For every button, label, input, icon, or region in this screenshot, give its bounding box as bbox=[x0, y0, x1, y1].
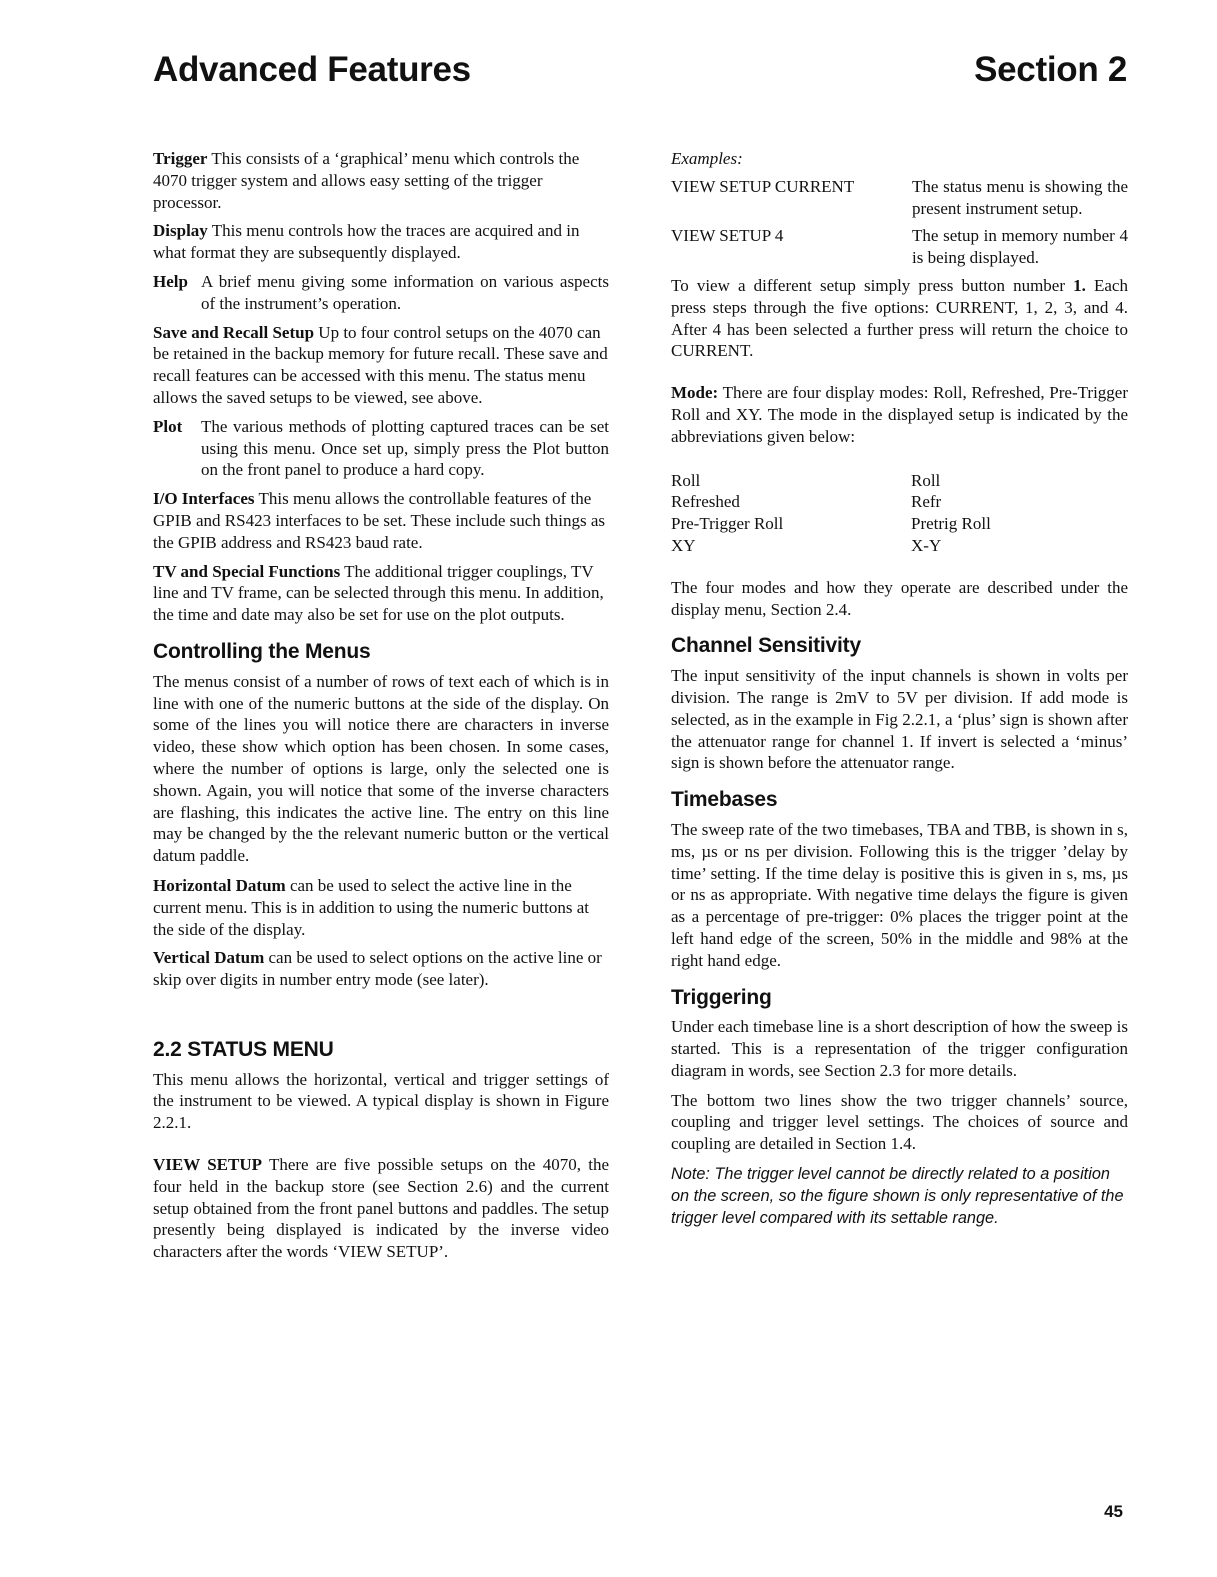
status-menu-heading: 2.2 STATUS MENU bbox=[153, 1037, 334, 1061]
menu-item-term: TV and Special Functions bbox=[153, 561, 341, 581]
examples-label: Examples: bbox=[671, 149, 743, 168]
vertical-datum-item bbox=[153, 947, 609, 991]
page-title: Advanced Features bbox=[153, 50, 471, 89]
datum-text: can be used to select options on the active line or skip over digits in number entry mode (see later). bbox=[153, 948, 602, 990]
view-instructions bbox=[671, 275, 1128, 362]
mode-name: Refreshed bbox=[671, 492, 740, 512]
triggering-text-2: The bottom two lines show the two trigger channels’ source, coupling and trigger level settings. The choices of source and coupling are detailed in Section 1.4. bbox=[671, 1090, 1128, 1154]
menu-item-display bbox=[153, 220, 609, 264]
menu-item-io bbox=[153, 488, 609, 553]
triggering-heading: Triggering bbox=[671, 985, 772, 1009]
menu-item-text: The various methods of plotting captured traces can be set using this menu. Once set up, simply press the Plot button on the front panel to produce a hard copy. bbox=[201, 416, 609, 480]
menu-item-term: I/O Interfaces bbox=[153, 489, 255, 509]
timebases-text: The sweep rate of the two timebases, TBA and TBB, is shown in s, ms, µs or ns per division. Following this is the trigger ’delay by time’ setting. If the time delay is positive this is given in s, ms, µs or ns as appropriate. With negative time delays the figure is given as a percentage of pre-trigger: 0% places the trigger point at the left hand edge of the screen, 50% in the middle and 98% at the right hand edge. bbox=[671, 819, 1128, 970]
menu-item-text: This consists of a ‘graphical’ menu which controls the 4070 trigger system and allows easy setting of the trigger processor. bbox=[153, 149, 580, 212]
view-setup-paragraph bbox=[153, 1154, 609, 1263]
example-row bbox=[671, 225, 1128, 269]
mode-name: Pre-Trigger Roll bbox=[671, 514, 784, 534]
datum-term: Vertical Datum bbox=[153, 948, 265, 968]
datum-text: can be used to select the active line in the current menu. This is in addition to using the numeric buttons at the side of the display. bbox=[153, 875, 589, 939]
channel-sensitivity-text: The input sensitivity of the input channels is shown in volts per division. The range is 2mV to 5V per division. If add mode is selected, as in the example in Fig 2.2.1, a ‘plus’ sign is shown after the attenuator range for channel 1. If invert is selected a ‘minus’ sign is shown before the attenuator range. bbox=[671, 666, 1128, 773]
controlling-heading: Controlling the Menus bbox=[153, 639, 371, 663]
example-row bbox=[671, 176, 1128, 220]
left-column bbox=[153, 148, 609, 1263]
right-column bbox=[671, 148, 1128, 1229]
mode-term: Mode: bbox=[671, 383, 719, 403]
example-command: VIEW SETUP 4 bbox=[671, 226, 784, 246]
status-menu-text: This menu allows the horizontal, vertical and trigger settings of the instrument to be viewed. A typical display is shown in Figure 2.2.1. bbox=[153, 1069, 609, 1133]
section-label: Section 2 bbox=[974, 50, 1127, 89]
horizontal-datum-item bbox=[153, 875, 609, 940]
menu-item-text: Up to four control setups on the 4070 can be retained in the backup memory for future recall. These save and recall features can be accessed with this menu. The status menu allows the saved setups to be viewed, see above. bbox=[153, 322, 608, 407]
mode-text: There are four display modes: Roll, Refreshed, Pre-Trigger Roll and XY. The mode in the displayed setup is indicated by the abbreviations given below: bbox=[671, 383, 1128, 446]
modes-description: The four modes and how they operate are described under the display menu, Section 2.4. bbox=[671, 577, 1128, 619]
mode-abbr: X-Y bbox=[911, 535, 942, 555]
menu-item-term: Plot bbox=[153, 416, 183, 436]
view-text-a: To view a different setup simply press button number bbox=[671, 275, 1074, 295]
mode-paragraph bbox=[671, 382, 1128, 447]
menu-item-text: This menu controls how the traces are acquired and in what format they are subsequently displayed. bbox=[153, 221, 580, 263]
button-number: 1. bbox=[1073, 275, 1086, 295]
view-setup-term: VIEW SETUP bbox=[153, 1155, 262, 1175]
trigger-note: Note: The trigger level cannot be directly related to a position on the screen, so the figure shown is only representative of the trigger level compared with its settable range. bbox=[671, 1165, 1124, 1227]
example-command: VIEW SETUP CURRENT bbox=[671, 176, 855, 196]
mode-name: XY bbox=[671, 535, 696, 555]
menu-item-text: This menu allows the controllable features of the GPIB and RS423 interfaces to be set. These include such things as the GPIB address and RS423 baud rate. bbox=[153, 489, 605, 552]
timebases-heading: Timebases bbox=[671, 788, 778, 812]
datum-term: Horizontal Datum bbox=[153, 875, 286, 895]
menu-item-text: A brief menu giving some information on various aspects of the instrument’s operation. bbox=[201, 271, 609, 313]
example-description: The setup in memory number 4 is being displayed. bbox=[912, 226, 1128, 268]
mode-table bbox=[671, 470, 1128, 557]
menu-item-tv bbox=[153, 561, 609, 626]
view-text-b: Each press steps through the five options: CURRENT, 1, 2, 3, and 4. After 4 has been selected a further press will return the choice to CURRENT. bbox=[671, 275, 1128, 361]
menu-item-term: Help bbox=[153, 271, 188, 291]
mode-abbr: Pretrig Roll bbox=[911, 514, 991, 534]
menu-item-term: Display bbox=[153, 221, 208, 241]
menu-item-save-recall bbox=[153, 322, 609, 409]
mode-abbr: Refr bbox=[911, 492, 942, 512]
controlling-text: The menus consist of a number of rows of text each of which is in line with one of the numeric buttons at the side of the display. On some of the lines you will notice there are characters in inverse video, these show which option has been chosen. In some cases, where the number of options is large, only the selected one is shown. Again, you will notice that some of the inverse characters are flashing, this indicates the active line. The entry on this line may be changed by the the relevant numeric button or the vertical datum paddle. bbox=[153, 671, 609, 866]
mode-abbr: Roll bbox=[911, 470, 941, 490]
channel-sensitivity-heading: Channel Sensitivity bbox=[671, 634, 861, 658]
example-description: The status menu is showing the present instrument setup. bbox=[912, 176, 1128, 218]
menu-item-plot bbox=[153, 416, 609, 481]
menu-item-term: Trigger bbox=[153, 149, 208, 168]
page-number: 45 bbox=[1104, 1502, 1123, 1521]
triggering-text-1: Under each timebase line is a short description of how the sweep is started. This is a representation of the trigger configuration diagram in words, see Section 2.3 for more details. bbox=[671, 1017, 1128, 1080]
menu-item-term: Save and Recall Setup bbox=[153, 322, 315, 342]
menu-item-help bbox=[153, 271, 609, 315]
view-setup-text: There are five possible setups on the 4070, the four held in the backup store (see Section 2.6) and the current setup obtained from the front panel buttons and paddles. The setup presently being displayed is indicated by the inverse video characters after the words ‘VIEW SETUP’. bbox=[153, 1155, 609, 1262]
mode-name: Roll bbox=[671, 470, 701, 490]
menu-item-trigger bbox=[153, 148, 609, 213]
menu-item-text: The additional trigger couplings, TV line and TV frame, can be selected through this menu. In addition, the time and date may also be set for use on the plot outputs. bbox=[153, 561, 604, 625]
